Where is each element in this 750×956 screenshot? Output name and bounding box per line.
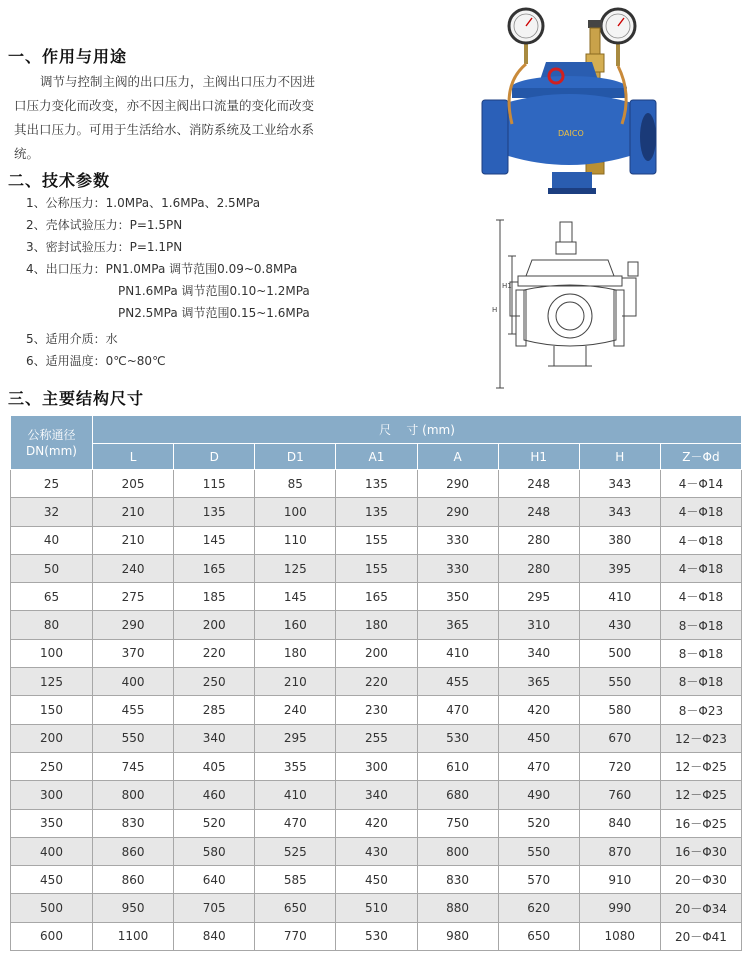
dimension-cell: 430	[579, 611, 660, 639]
dimension-cell: 550	[498, 837, 579, 865]
dimension-cell: 210	[93, 526, 174, 554]
dimension-cell: 300	[336, 752, 417, 780]
dn-cell: 300	[11, 781, 93, 809]
dimension-cell: 343	[579, 498, 660, 526]
dimension-cell: 240	[93, 554, 174, 582]
table-row	[11, 837, 742, 865]
column-header: H1	[498, 444, 579, 470]
column-header: H	[579, 444, 660, 470]
dimension-cell: 340	[174, 724, 255, 752]
dimension-cell: 455	[93, 696, 174, 724]
table-row	[11, 526, 742, 554]
dn-cell: 450	[11, 866, 93, 894]
dimension-cell: 350	[417, 583, 498, 611]
table-row	[11, 894, 742, 922]
parameter-list	[26, 192, 310, 372]
dn-cell: 400	[11, 837, 93, 865]
dimension-cell: 8－Φ23	[660, 696, 741, 724]
dimension-cell: 420	[498, 696, 579, 724]
dimension-cell: 410	[579, 583, 660, 611]
dimension-cell: 990	[579, 894, 660, 922]
dimension-cell: 248	[498, 498, 579, 526]
dimension-cell: 450	[498, 724, 579, 752]
dimension-cell: 365	[417, 611, 498, 639]
table-row	[11, 866, 742, 894]
dimension-cell: 280	[498, 554, 579, 582]
dimension-cell: 470	[255, 809, 336, 837]
param-seal-test: 3、密封试验压力：P=1.1PN	[26, 240, 183, 254]
purpose-text: 调节与控制主阀的出口压力，主阀出口压力不因进口压力变化而改变，亦不因主阀出口流量的变化而改变其出口压力。可用于生活给水、消防系统及工业给水系统。	[14, 74, 316, 161]
param-temperature: 6、适用温度：0℃~80℃	[26, 354, 166, 368]
dn-cell: 100	[11, 639, 93, 667]
column-header: A	[417, 444, 498, 470]
dn-cell: 350	[11, 809, 93, 837]
dimension-cell: 405	[174, 752, 255, 780]
dimension-cell: 530	[417, 724, 498, 752]
dimension-cell: 160	[255, 611, 336, 639]
dn-cell: 32	[11, 498, 93, 526]
dimension-cell: 155	[336, 526, 417, 554]
dimension-cell: 4－Φ18	[660, 583, 741, 611]
column-header: D	[174, 444, 255, 470]
dimension-cell: 420	[336, 809, 417, 837]
dimension-cell: 355	[255, 752, 336, 780]
dimension-cell: 365	[498, 668, 579, 696]
dimension-cell: 85	[255, 470, 336, 498]
dimension-cell: 255	[336, 724, 417, 752]
param-nominal-pressure: 1、公称压力：1.0MPa、1.6MPa、2.5MPa	[26, 196, 261, 210]
dimension-cell: 550	[93, 724, 174, 752]
dimension-cell: 720	[579, 752, 660, 780]
dimension-cell: 340	[336, 781, 417, 809]
dimension-cell: 1100	[93, 922, 174, 950]
dimension-cell: 8－Φ18	[660, 668, 741, 696]
dimension-cell: 290	[417, 470, 498, 498]
dimension-cell: 20－Φ34	[660, 894, 741, 922]
param-medium: 5、适用介质：水	[26, 332, 118, 346]
section-title-dimensions: 三、主要结构尺寸	[8, 389, 145, 408]
dimension-cell: 180	[336, 611, 417, 639]
dimension-cell: 520	[498, 809, 579, 837]
param-outlet-pressure: 4、出口压力：PN1.0MPa 调节范围0.09~0.8MPa	[26, 262, 298, 276]
table-row	[11, 470, 742, 498]
dimension-cell: 980	[417, 922, 498, 950]
dimension-cell: 200	[174, 611, 255, 639]
dimension-cell: 500	[579, 639, 660, 667]
dimension-cell: 460	[174, 781, 255, 809]
dimension-cell: 4－Φ14	[660, 470, 741, 498]
dimension-cell: 343	[579, 470, 660, 498]
dimension-cell: 470	[498, 752, 579, 780]
dimension-cell: 650	[255, 894, 336, 922]
dimension-cell: 750	[417, 809, 498, 837]
dimension-cell: 115	[174, 470, 255, 498]
dimension-table-container	[10, 415, 742, 951]
table-row	[11, 922, 742, 950]
dimension-cell: 860	[93, 837, 174, 865]
dn-header-label: 公称通径	[27, 427, 76, 442]
section-title-purpose: 一、作用与用途	[8, 47, 128, 66]
dimension-cell: 290	[417, 498, 498, 526]
dimension-cell: 830	[417, 866, 498, 894]
dimension-cell: 295	[498, 583, 579, 611]
dimension-cell: 830	[93, 809, 174, 837]
dimension-cell: 12－Φ25	[660, 752, 741, 780]
dimension-cell: 650	[498, 922, 579, 950]
dimension-cell: 840	[174, 922, 255, 950]
dimension-cell: 135	[174, 498, 255, 526]
dimension-cell: 310	[498, 611, 579, 639]
dimension-cell: 240	[255, 696, 336, 724]
table-row	[11, 611, 742, 639]
dn-cell: 25	[11, 470, 93, 498]
dn-cell: 250	[11, 752, 93, 780]
brand-label: DAICO	[558, 129, 584, 138]
dimension-cell: 370	[93, 639, 174, 667]
dimension-cell: 870	[579, 837, 660, 865]
dimension-cell: 220	[336, 668, 417, 696]
dimension-cell: 290	[93, 611, 174, 639]
dimension-cell: 585	[255, 866, 336, 894]
column-header-row	[11, 444, 742, 470]
dimension-cell: 125	[255, 554, 336, 582]
valve-photo	[472, 4, 662, 204]
table-row	[11, 554, 742, 582]
dimension-cell: 580	[174, 837, 255, 865]
dimension-cell: 220	[174, 639, 255, 667]
table-body	[11, 470, 742, 951]
dimension-cell: 200	[336, 639, 417, 667]
dimension-cell: 395	[579, 554, 660, 582]
table-row	[11, 724, 742, 752]
dimension-cell: 205	[93, 470, 174, 498]
section-title-parameters: 二、技术参数	[8, 171, 111, 190]
dimension-cell: 340	[498, 639, 579, 667]
param-outlet-pressure-pn25: PN2.5MPa 调节范围0.15~1.6MPa	[118, 306, 310, 320]
dimension-cell: 110	[255, 526, 336, 554]
dimension-cell: 760	[579, 781, 660, 809]
dimension-cell: 770	[255, 922, 336, 950]
dimension-cell: 840	[579, 809, 660, 837]
dn-cell: 200	[11, 724, 93, 752]
dimension-cell: 570	[498, 866, 579, 894]
dimension-cell: 410	[255, 781, 336, 809]
param-outlet-pressure-pn16: PN1.6MPa 调节范围0.10~1.2MPa	[118, 284, 310, 298]
dimension-cell: 410	[417, 639, 498, 667]
dimension-cell: 12－Φ25	[660, 781, 741, 809]
dimension-cell: 248	[498, 470, 579, 498]
dimension-cell: 285	[174, 696, 255, 724]
dimension-cell: 910	[579, 866, 660, 894]
dimension-cell: 510	[336, 894, 417, 922]
dimension-cell: 670	[579, 724, 660, 752]
dn-cell: 600	[11, 922, 93, 950]
dimension-cell: 165	[336, 583, 417, 611]
dimension-cell: 680	[417, 781, 498, 809]
table-row	[11, 498, 742, 526]
table-row	[11, 639, 742, 667]
dimension-cell: 275	[93, 583, 174, 611]
dimension-cell: 16－Φ25	[660, 809, 741, 837]
dimension-cell: 860	[93, 866, 174, 894]
dimension-cell: 470	[417, 696, 498, 724]
dimension-cell: 210	[93, 498, 174, 526]
dn-cell: 80	[11, 611, 93, 639]
dimension-cell: 4－Φ18	[660, 526, 741, 554]
dimension-cell: 580	[579, 696, 660, 724]
dimension-cell: 4－Φ18	[660, 554, 741, 582]
dimension-cell: 520	[174, 809, 255, 837]
dimension-cell: 530	[336, 922, 417, 950]
drawing-label-h1: H1	[502, 282, 512, 290]
table-row	[11, 696, 742, 724]
dimension-cell: 8－Φ18	[660, 611, 741, 639]
column-header: A1	[336, 444, 417, 470]
dimension-cell: 400	[93, 668, 174, 696]
dimension-cell: 165	[174, 554, 255, 582]
dimension-cell: 455	[417, 668, 498, 696]
dimension-cell: 145	[174, 526, 255, 554]
table-row	[11, 752, 742, 780]
dn-cell: 65	[11, 583, 93, 611]
dimension-cell: 280	[498, 526, 579, 554]
dimension-cell: 16－Φ30	[660, 837, 741, 865]
table-row	[11, 809, 742, 837]
dimension-cell: 950	[93, 894, 174, 922]
dimension-cell: 330	[417, 526, 498, 554]
dimension-cell: 880	[417, 894, 498, 922]
dimension-cell: 8－Φ18	[660, 639, 741, 667]
dimension-cell: 295	[255, 724, 336, 752]
dimension-cell: 135	[336, 470, 417, 498]
dimension-cell: 4－Φ18	[660, 498, 741, 526]
dimension-cell: 525	[255, 837, 336, 865]
table-row	[11, 583, 742, 611]
column-header: L	[93, 444, 174, 470]
dimension-cell: 20－Φ30	[660, 866, 741, 894]
dimension-cell: 450	[336, 866, 417, 894]
drawing-label-h: H	[492, 306, 498, 314]
dimension-cell: 550	[579, 668, 660, 696]
column-header: Z－Φd	[660, 444, 741, 470]
dn-cell: 500	[11, 894, 93, 922]
dn-cell: 50	[11, 554, 93, 582]
dn-header	[11, 416, 93, 470]
dimension-cell: 620	[498, 894, 579, 922]
dimension-cell: 705	[174, 894, 255, 922]
dimension-cell: 430	[336, 837, 417, 865]
valve-drawing	[490, 216, 660, 396]
dn-cell: 40	[11, 526, 93, 554]
dimension-cell: 490	[498, 781, 579, 809]
dn-cell: 125	[11, 668, 93, 696]
dimension-cell: 145	[255, 583, 336, 611]
dimension-cell: 800	[417, 837, 498, 865]
dimension-cell: 380	[579, 526, 660, 554]
dimension-cell: 180	[255, 639, 336, 667]
dimension-cell: 185	[174, 583, 255, 611]
dn-cell: 150	[11, 696, 93, 724]
purpose-paragraph	[14, 70, 324, 166]
dimension-cell: 12－Φ23	[660, 724, 741, 752]
table-row	[11, 668, 742, 696]
dimension-cell: 230	[336, 696, 417, 724]
dimension-cell: 135	[336, 498, 417, 526]
dimension-table	[10, 415, 742, 951]
dimension-group-header: 尺 寸 (mm)	[93, 416, 742, 444]
dimension-cell: 640	[174, 866, 255, 894]
dimension-cell: 155	[336, 554, 417, 582]
dimension-cell: 610	[417, 752, 498, 780]
dimension-cell: 745	[93, 752, 174, 780]
dimension-cell: 100	[255, 498, 336, 526]
column-header: D1	[255, 444, 336, 470]
param-shell-test: 2、壳体试验压力：P=1.5PN	[26, 218, 183, 232]
dimension-cell: 250	[174, 668, 255, 696]
dimension-cell: 800	[93, 781, 174, 809]
dn-header-unit: DN(mm)	[26, 443, 77, 458]
table-row	[11, 781, 742, 809]
dimension-cell: 330	[417, 554, 498, 582]
dimension-cell: 1080	[579, 922, 660, 950]
dimension-cell: 210	[255, 668, 336, 696]
dimension-cell: 20－Φ41	[660, 922, 741, 950]
